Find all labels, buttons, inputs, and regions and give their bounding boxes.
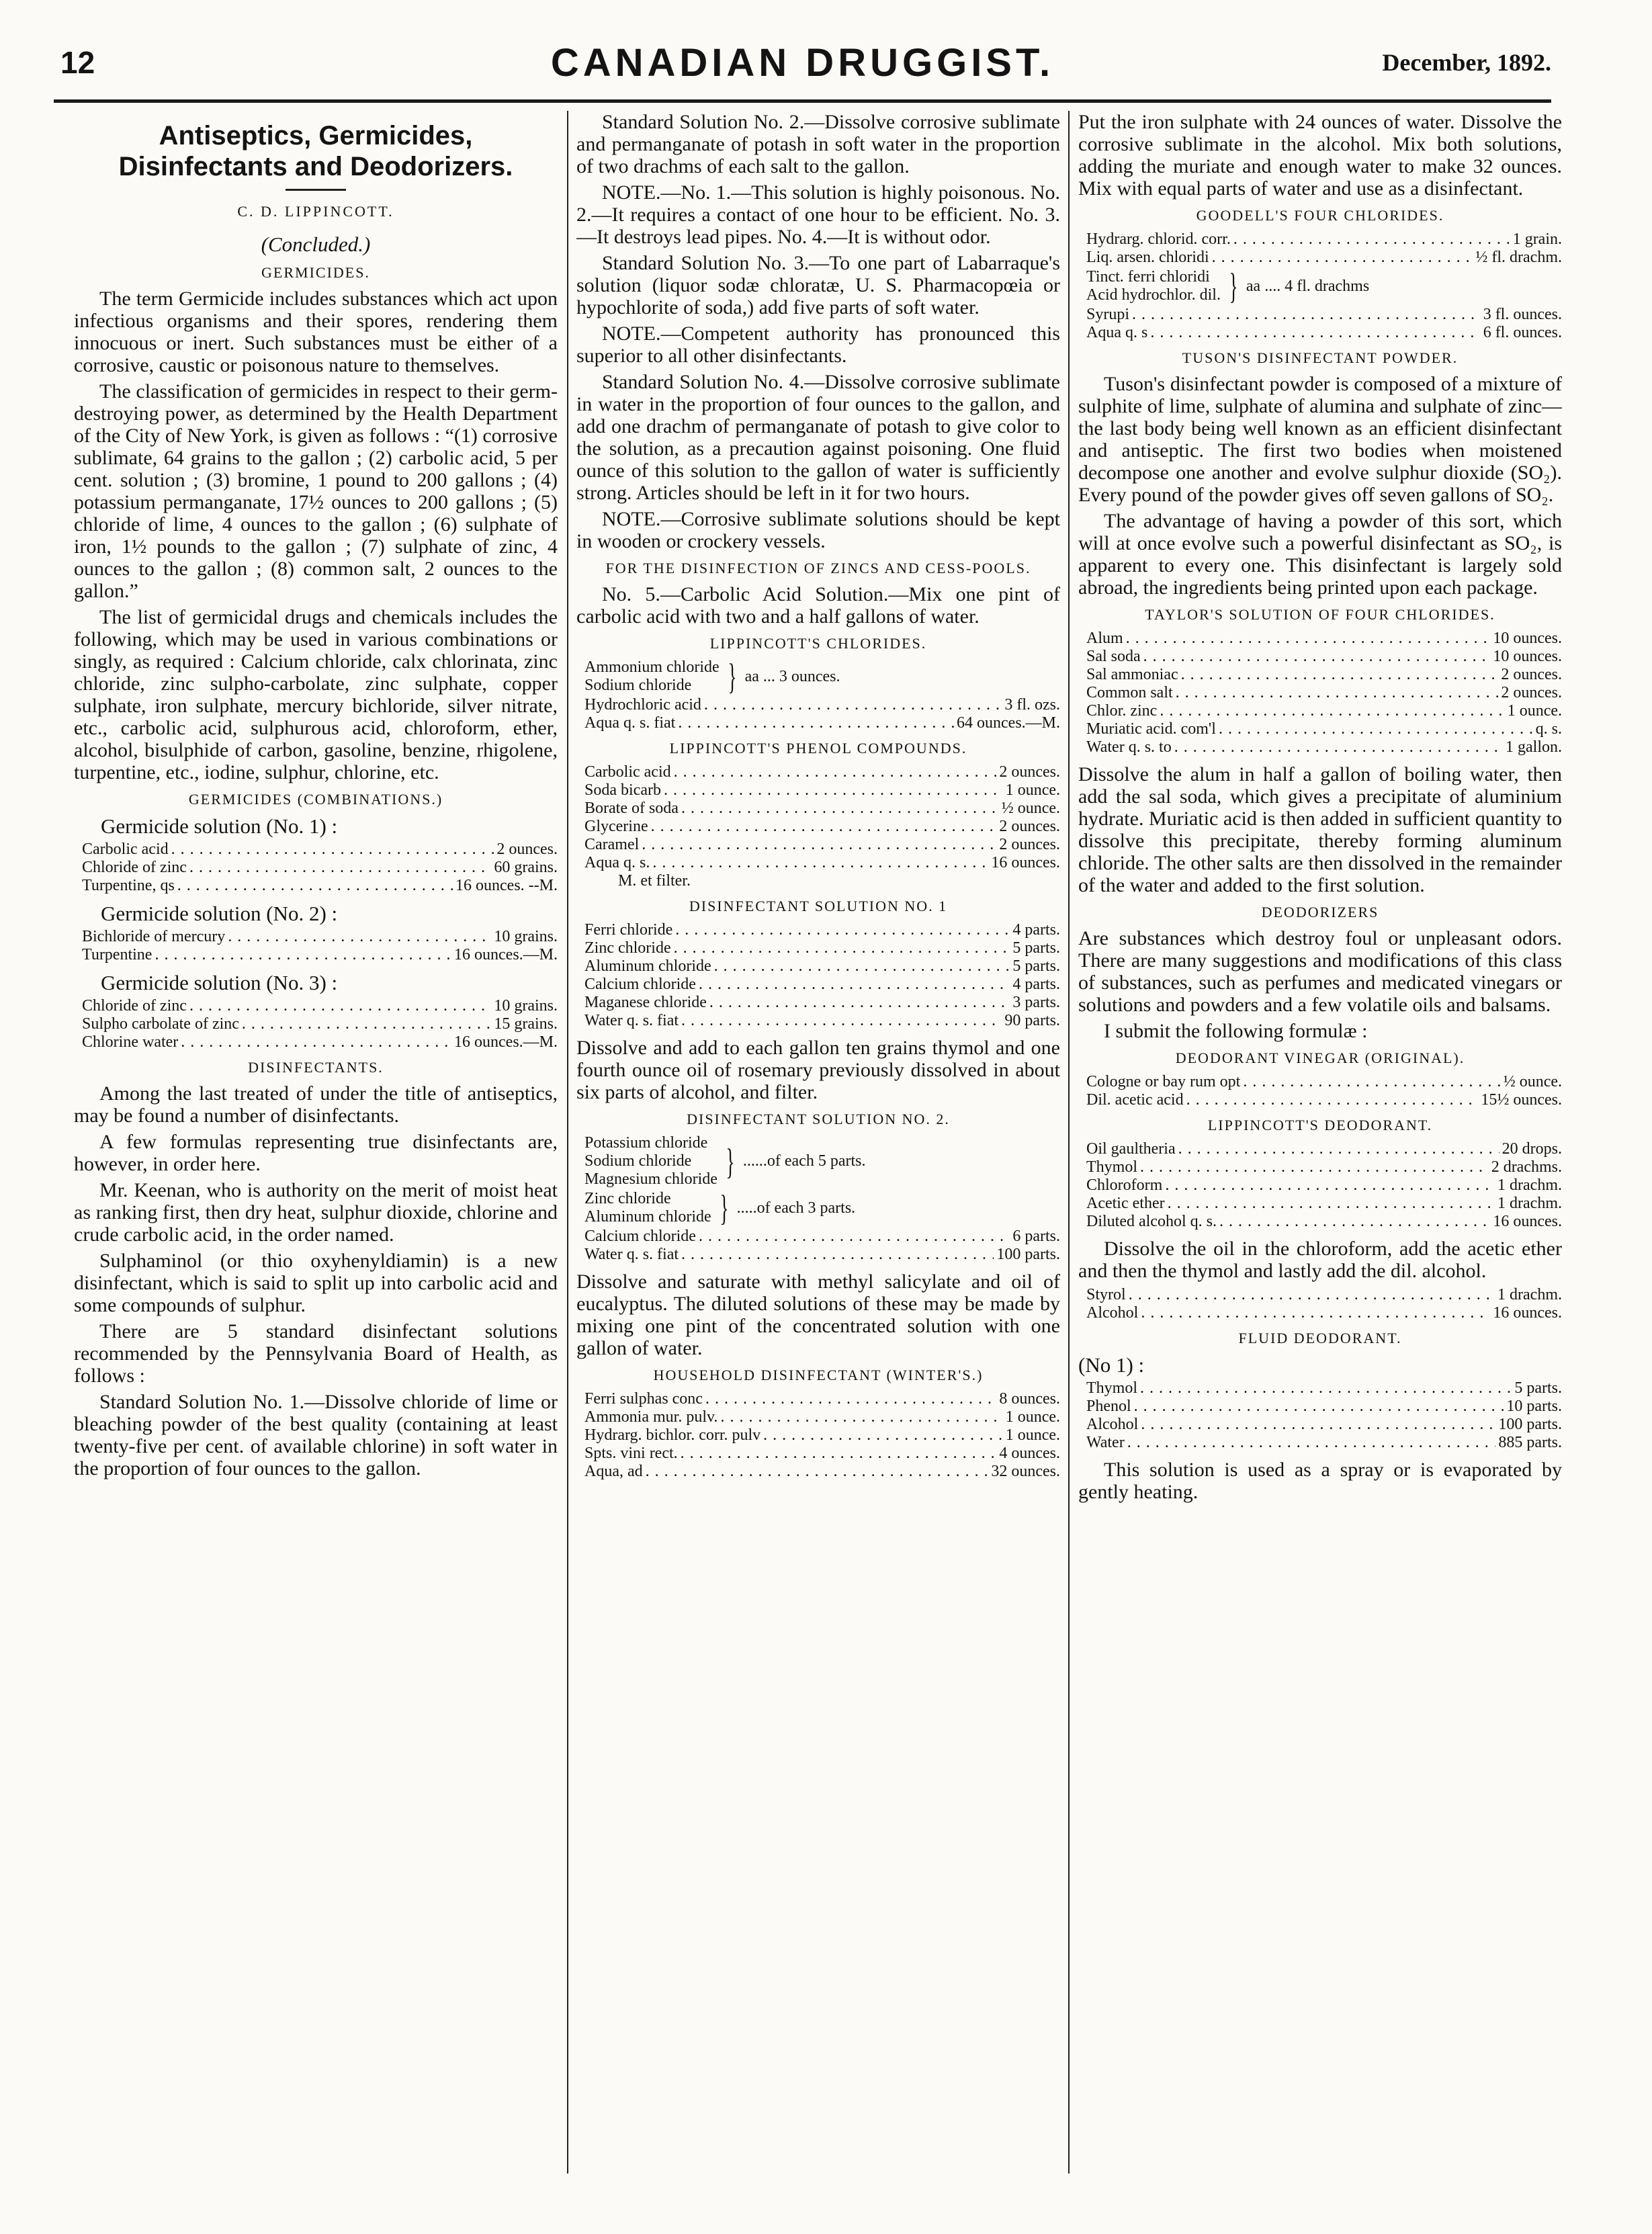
recipe-row <box>584 781 1060 800</box>
amount: 2 ounces. <box>496 841 558 858</box>
recipe-row <box>1086 630 1562 648</box>
ingredient: Common salt <box>1086 684 1173 701</box>
ingredient: Aqua q. s. <box>584 854 650 871</box>
ingredient: Sodium chloride <box>584 1152 692 1170</box>
recipe-row <box>1086 230 1562 249</box>
paragraph: Sulphaminol (or thio oxyhenyldiamin) is a new disinfectant, which is said to split up into carbolic acid and some compounds of sulphur. <box>74 1250 558 1316</box>
ingredient: Thymol <box>1086 1158 1137 1176</box>
amount: 10 parts. <box>1506 1398 1562 1415</box>
recipe-heading: LIPPINCOTT'S DEODORANT. <box>1207 1117 1433 1133</box>
ingredient: Ammonia mur. pulv. <box>584 1408 718 1426</box>
amount: 64 ounces.—M. <box>957 714 1060 732</box>
recipe-row <box>82 928 558 946</box>
amount: 4 parts. <box>1012 921 1060 939</box>
amount: 3 fl. ozs. <box>1004 696 1060 714</box>
paragraph: Dissolve and add to each gallon ten grains thymol and one fourth ounce oil of rosemary previously dissolved in about six parts of alcohol, and filter. <box>576 1037 1060 1103</box>
amount: 16 ounces. <box>991 854 1060 871</box>
recipe-row <box>584 854 1060 872</box>
recipe-row <box>584 921 1060 939</box>
ingredient: Sulpho carbolate of zinc <box>82 1015 239 1033</box>
amount: 1 gallon. <box>1506 738 1562 756</box>
divider <box>286 189 346 191</box>
ingredient: Carbolic acid <box>82 841 169 858</box>
amount: 2 ounces. <box>999 763 1060 781</box>
article-title: Antiseptics, Germicides, Disinfectants and Deodorizers. <box>118 121 513 181</box>
paragraph: Are substances which destroy foul or unpleasant odors. There are many suggestions and modifications of this class of substances, such as perfumes and medicated vinegars or solutions and powders and a few volatile oils and balsams. <box>1078 927 1562 1016</box>
ingredient: Aqua q. s. fiat <box>584 714 676 732</box>
ingredient: Hydrarg. chlorid. corr. <box>1086 230 1231 248</box>
ingredient: Calcium chloride <box>584 1228 696 1245</box>
amount: 60 grains. <box>494 859 558 876</box>
recipe-heading: LIPPINCOTT'S CHLORIDES. <box>709 635 927 652</box>
amount: 10 ounces. <box>1493 648 1562 665</box>
ingredient: Turpentine, qs <box>82 877 175 894</box>
ingredient: Alcohol <box>1086 1416 1139 1433</box>
amount: 16 ounces. --M. <box>455 877 558 894</box>
amount: ......of each 5 parts. <box>742 1152 866 1170</box>
recipe-row <box>584 800 1060 818</box>
paragraph: Mr. Keenan, who is authority on the merit of moist heat as ranking first, then dry heat, sulphur dioxide, chlorine and crude carbolic acid, in the order named. <box>74 1179 558 1246</box>
ingredient: Zinc chloride <box>584 1190 671 1207</box>
ingredient: Ferri chloride <box>584 921 673 939</box>
ingredient: Muriatic acid. com'l <box>1086 720 1216 738</box>
paragraph: NOTE.—No. 1.—This solution is highly poisonous. No. 2.—It requires a contact of one hour to be efficient. No. 3.—It destroys lead pipes. No. 4.—It is without odor. <box>576 181 1060 248</box>
recipe-row <box>82 841 558 859</box>
paragraph: Put the iron sulphate with 24 ounces of water. Dissolve the corrosive sublimate in the alcohol. Mix both solutions, adding the muriate and enough water to make 32 ounces. Mix with equal parts of water and use as a disinfectant. <box>1078 111 1562 200</box>
recipe-heading: HOUSEHOLD DISINFECTANT (WINTER'S.) <box>653 1367 984 1383</box>
recipe-row <box>1086 1213 1562 1231</box>
paragraph: Tuson's disinfectant powder is composed of a mixture of sulphite of lime, sulphate of alumina and sulphate of zinc—the last body being well known as an efficient disinfectant and antiseptic. The first two bodies when moistened decompose one another and evolve sulphur dioxide (SO₂). Every pound of the powder gives off seven gallons of SO₂. <box>1078 373 1562 506</box>
ingredient: Ammonium chloride <box>584 658 720 676</box>
recipe-row <box>584 1463 1060 1481</box>
recipe-germicide-2 <box>82 928 558 964</box>
paragraph: Dissolve the alum in half a gallon of boiling water, then add the sal soda, which gives a precipitate of aluminium hydrate. Muriatic acid is then added in sufficient quantity to dissolve this precipitate, thereby forming aluminum chloride. The other salts are then dissolved in the remainder of the water and added to the first solution. <box>1078 763 1562 896</box>
recipe-row <box>1086 1158 1562 1176</box>
ingredient: Turpentine <box>82 946 153 963</box>
ingredient: Potassium chloride <box>584 1134 708 1152</box>
ingredient: Acid hydrochlor. dil. <box>1086 286 1221 304</box>
recipe-row <box>584 957 1060 976</box>
section-heading: DISINFECTANTS. <box>248 1059 384 1076</box>
paragraph: The term Germicide includes substances which act upon infectious organisms and their spores, rendering them innocuous or inert. Such substances must be either of a corrosive, caustic or poisonous nature to themselves. <box>74 288 558 376</box>
ingredient: Chlor. zinc <box>1086 702 1158 720</box>
amount: 1 ounce. <box>1005 781 1060 799</box>
ingredient: Tinct. ferri chloridi <box>1086 268 1210 286</box>
amount: 32 ounces. <box>991 1463 1060 1480</box>
amount: 16 ounces. <box>1493 1213 1562 1230</box>
article-author: C. D. LIPPINCOTT. <box>237 203 394 220</box>
paragraph: There are 5 standard disinfectant solutions recommended by the Pennsylvania Board of Health, as follows : <box>74 1320 558 1387</box>
amount: 6 fl. ounces. <box>1483 324 1562 341</box>
amount: 10 grains. <box>494 997 558 1015</box>
ingredient: Cologne or bay rum opt <box>1086 1073 1241 1090</box>
amount: .....of each 3 parts. <box>736 1199 856 1217</box>
recipe-heading: DISINFECTANT SOLUTION NO. 2. <box>687 1111 950 1127</box>
brace: } <box>728 656 737 697</box>
recipe-heading: DEODORANT VINEGAR (ORIGINAL). <box>1175 1049 1465 1066</box>
ingredient: Hydrarg. bichlor. corr. pulv <box>584 1426 761 1444</box>
ingredient: Aluminum chloride <box>584 1208 711 1226</box>
amount: 4 parts. <box>1012 976 1060 993</box>
recipe-row <box>82 1033 558 1051</box>
recipe-fluid-deodorant <box>1086 1379 1562 1452</box>
amount: ½ ounce. <box>1503 1073 1562 1090</box>
paragraph: The classification of germicides in respect to their germ-destroying power, as determined by the Health Department of the City of New York, is given as follows : “(1) corrosive sublimate, 64 grains to the gallon ; (2) carbolic acid, 5 per cent. solution ; (3) bromine, 1 pound to 200 gallons ; (4) potassium permanganate, 17½ ounces to 200 gallons ; (5) chloride of lime, 4 ounces to the gallon ; (6) sulphate of iron, 1½ pounds to the gallon ; (7) sulphate of zinc, 4 ounces to the gallon ; (8) common salt, 2 ounces to the gallon.” <box>74 380 558 602</box>
ingredient: Aqua q. s <box>1086 324 1148 341</box>
amount: 16 ounces. <box>1493 1304 1562 1322</box>
ingredient: Water q. s. to <box>1086 738 1172 756</box>
ingredient: Carbolic acid <box>584 763 671 781</box>
paragraph: Standard Solution No. 1.—Dissolve chloride of lime or bleaching powder of the best quality (containing at least twenty-five per cent. of available chlorine) in soft water in the proportion of four ounces to the gallon. <box>74 1391 558 1479</box>
recipe-heading: LIPPINCOTT'S PHENOL COMPOUNDS. <box>669 740 967 757</box>
recipe-row <box>584 763 1060 781</box>
recipe-row <box>584 939 1060 957</box>
recipe-row <box>82 877 558 895</box>
paragraph: I submit the following formulæ : <box>1104 1020 1368 1042</box>
ingredient: Acetic ether <box>1086 1195 1165 1212</box>
amount: 5 parts. <box>1012 957 1060 975</box>
recipe-row <box>1086 1398 1562 1416</box>
amount: 3 parts. <box>1012 994 1060 1011</box>
paragraph: Standard Solution No. 4.—Dissolve corrosive sublimate in water in the proportion of four ounces to the gallon, and add one drachm of permanganate of potash to give color to the solution, as a precaution against poisoning. One fluid ounce of this solution to the gallon of water is sufficiently strong. Articles should be left in it for two hours. <box>576 371 1060 504</box>
formula-title: Germicide solution (No. 1) : <box>101 814 338 838</box>
ingredient: Bichloride of mercury <box>82 928 226 945</box>
recipe-disinfectant-2 <box>584 1134 1060 1264</box>
amount: ½ fl. drachm. <box>1475 249 1562 266</box>
ingredient: Hydrochloric acid <box>584 696 701 714</box>
ingredient: Dil. acetic acid <box>1086 1091 1184 1109</box>
recipe-row <box>584 1426 1060 1445</box>
recipe-row <box>1086 1140 1562 1158</box>
column-rule <box>1068 111 1070 2174</box>
amount: 2 ounces. <box>1501 684 1562 701</box>
recipe-row <box>584 1390 1060 1408</box>
ingredient: Magnesium chloride <box>584 1170 718 1188</box>
amount: 1 drachm. <box>1497 1286 1562 1303</box>
amount: 1 drachm. <box>1497 1176 1562 1194</box>
recipe-note: M. et filter. <box>618 872 691 890</box>
recipe-row <box>82 859 558 877</box>
recipe-germicide-1 <box>82 841 558 895</box>
recipe-row <box>584 1408 1060 1426</box>
amount: 885 parts. <box>1498 1434 1562 1451</box>
recipe-row <box>584 818 1060 836</box>
recipe-row <box>1086 1379 1562 1398</box>
recipe-deodorant-vinegar <box>1086 1073 1562 1109</box>
paragraph: Dissolve the oil in the chloroform, add the acetic ether and then the thymol and lastly add the dil. alcohol. <box>1078 1238 1562 1282</box>
ingredient: Sal soda <box>1086 648 1141 665</box>
ingredient: Alcohol <box>1086 1304 1139 1322</box>
recipe-row <box>1086 738 1562 757</box>
recipe-lippincott-chlorides <box>584 658 1060 732</box>
recipe-row <box>82 997 558 1015</box>
recipe-row <box>1086 666 1562 684</box>
column-1 <box>74 111 558 2194</box>
ingredient: Chloride of zinc <box>82 859 187 876</box>
ingredient: Thymol <box>1086 1379 1137 1397</box>
recipe-heading: TAYLOR'S SOLUTION OF FOUR CHLORIDES. <box>1145 606 1495 623</box>
paragraph: The advantage of having a powder of this sort, which will at once evolve such a powerful disinfectant as SO₂, is apparent to every one. This disinfectant is largely sold abroad, the ingredients being printed upon each package. <box>1078 510 1562 599</box>
recipe-phenol-compounds <box>584 763 1060 890</box>
ingredient: Zinc chloride <box>584 939 671 957</box>
amount: aa ... 3 ounces. <box>744 667 840 685</box>
grouped-ingredients <box>584 1134 1060 1189</box>
amount: 10 grains. <box>494 928 558 945</box>
amount: 5 parts. <box>1012 939 1060 957</box>
paragraph: NOTE.—Competent authority has pronounced this superior to all other disinfectants. <box>576 323 1060 367</box>
amount: 2 ounces. <box>999 818 1060 835</box>
recipe-row <box>1086 1416 1562 1434</box>
paragraph: Dissolve and saturate with methyl salicylate and oil of eucalyptus. The diluted solutions of these may be made by mixing one pint of the concentrated solution with one gallon of water. <box>576 1271 1060 1359</box>
amount: 4 ounces. <box>999 1445 1060 1462</box>
recipe-row <box>1086 1176 1562 1195</box>
ingredient: Maganese chloride <box>584 994 707 1011</box>
recipe-row <box>584 1228 1060 1246</box>
amount: 15½ ounces. <box>1481 1091 1562 1109</box>
paragraph: This solution is used as a spray or is evaporated by gently heating. <box>1078 1459 1562 1503</box>
recipe-row <box>1086 1195 1562 1213</box>
recipe-row <box>1086 324 1562 342</box>
brace: } <box>1229 266 1238 306</box>
recipe-row <box>1086 1304 1562 1322</box>
amount: 1 ounce. <box>1005 1408 1060 1426</box>
amount: 90 parts. <box>1004 1012 1060 1029</box>
amount: aa .... 4 fl. drachms <box>1246 277 1370 295</box>
recipe-heading: FLUID DEODORANT. <box>1238 1330 1402 1346</box>
ingredient: Diluted alcohol q. s. <box>1086 1213 1217 1230</box>
amount: 100 parts. <box>1498 1416 1562 1433</box>
brace: } <box>720 1188 729 1228</box>
ingredient: Caramel <box>584 836 640 853</box>
recipe-row <box>1086 1091 1562 1109</box>
recipe-row <box>82 1015 558 1033</box>
page-header <box>54 39 1551 103</box>
grouped-ingredients <box>584 658 1060 695</box>
recipe-row <box>1086 1073 1562 1091</box>
ingredient: Aqua, ad <box>584 1463 643 1480</box>
column-rule <box>567 111 568 2174</box>
recipe-taylor-chlorides <box>1086 630 1562 757</box>
recipe-heading: GOODELL'S FOUR CHLORIDES. <box>1196 207 1444 224</box>
recipe-row <box>1086 648 1562 666</box>
amount: 16 ounces.—M. <box>454 1033 558 1051</box>
ingredient: Ferri sulphas conc <box>584 1390 703 1408</box>
ingredient: Chloroform <box>1086 1176 1163 1194</box>
ingredient: Glycerine <box>584 818 648 835</box>
ingredient: Oil gaultheria <box>1086 1140 1176 1158</box>
recipe-germicide-3 <box>82 997 558 1051</box>
grouped-ingredients <box>1086 268 1562 304</box>
recipe-styrol <box>1086 1286 1562 1322</box>
ingredient: Spts. vini rect. <box>584 1445 678 1462</box>
amount: 2 ounces. <box>1501 666 1562 683</box>
section-heading: GERMICIDES (COMBINATIONS.) <box>188 791 443 808</box>
amount: 20 drops. <box>1502 1140 1562 1158</box>
paragraph: Standard Solution No. 3.—To one part of Labarraque's solution (liquor sodæ chloratæ, U. S. Pharmacopœia or hypochlorite of soda,) add five parts of soft water. <box>576 252 1060 318</box>
paragraph: No. 5.—Carbolic Acid Solution.—Mix one pint of carbolic acid with two and a half gallons of water. <box>576 583 1060 628</box>
amount: 3 fl. ounces. <box>1483 306 1562 323</box>
recipe-row <box>82 946 558 964</box>
amount: 100 parts. <box>996 1246 1060 1263</box>
section-heading: GERMICIDES. <box>261 264 370 281</box>
ingredient: Borate of soda <box>584 800 679 817</box>
ingredient: Syrupi <box>1086 306 1130 323</box>
ingredient: Water q. s. fiat <box>584 1012 679 1029</box>
recipe-row <box>1086 1434 1562 1452</box>
ingredient: Alum <box>1086 630 1123 647</box>
amount: q. s. <box>1535 720 1562 738</box>
amount: 2 ounces. <box>999 836 1060 853</box>
paragraph: Standard Solution No. 2.—Dissolve corrosive sublimate and permanganate of potash in soft water in the proportion of two drachms of each salt to the gallon. <box>576 111 1060 177</box>
ingredient: Calcium chloride <box>584 976 696 993</box>
ingredient: Chlorine water <box>82 1033 179 1051</box>
amount: 1 ounce. <box>1507 702 1562 720</box>
recipe-disinfectant-1 <box>584 921 1060 1030</box>
journal-title: CANADIAN DRUGGIST. <box>550 41 1055 85</box>
recipe-goodell-chlorides <box>1086 230 1562 342</box>
formula-title: (No 1) : <box>1078 1353 1145 1377</box>
ingredient: Aluminum chloride <box>584 957 711 975</box>
paragraph: A few formulas representing true disinfectants are, however, in order here. <box>74 1131 558 1175</box>
amount: ½ ounce. <box>1001 800 1060 817</box>
amount: 10 ounces. <box>1493 630 1562 647</box>
ingredient: Sal ammoniac <box>1086 666 1178 683</box>
recipe-row <box>1086 1286 1562 1304</box>
amount: 1 drachm. <box>1497 1195 1562 1212</box>
ingredient: Soda bicarb <box>584 781 661 799</box>
recipe-row <box>1086 702 1562 720</box>
ingredient: Phenol <box>1086 1398 1131 1415</box>
paragraph: Among the last treated of under the title of antiseptics, may be found a number of disinfectants. <box>74 1082 558 1127</box>
amount: 1 grain. <box>1512 230 1562 248</box>
amount: 1 ounce. <box>1005 1426 1060 1444</box>
ingredient: Water q. s. fiat <box>584 1246 679 1263</box>
paragraph: NOTE.—Corrosive sublimate solutions should be kept in wooden or crockery vessels. <box>576 508 1060 552</box>
ingredient: Styrol <box>1086 1286 1126 1303</box>
recipe-row <box>1086 720 1562 738</box>
recipe-household-disinfectant <box>584 1390 1060 1481</box>
amount: 15 grains. <box>494 1015 558 1033</box>
brace: } <box>726 1141 735 1182</box>
ingredient: Liq. arsen. chloridi <box>1086 249 1209 266</box>
recipe-row <box>584 714 1060 732</box>
recipe-row <box>584 1445 1060 1463</box>
ingredient: Chloride of zinc <box>82 997 187 1015</box>
section-heading: TUSON'S DISINFECTANT POWDER. <box>1182 349 1459 366</box>
amount: 8 ounces. <box>999 1390 1060 1408</box>
amount: 6 parts. <box>1012 1228 1060 1245</box>
recipe-row <box>584 1246 1060 1264</box>
formula-title: Germicide solution (No. 3) : <box>101 971 338 994</box>
formula-title: Germicide solution (No. 2) : <box>101 902 338 925</box>
recipe-row <box>584 976 1060 994</box>
amount: 16 ounces.—M. <box>454 946 558 963</box>
recipe-row <box>584 836 1060 854</box>
concluded-note: (Concluded.) <box>261 232 371 256</box>
paragraph: The list of germicidal drugs and chemicals includes the following, which may be used in various combinations or singly, as required : Calcium chloride, calx chlorinata, zinc chloride, zinc sulpho-carbolate, zinc sulphate, copper sulphate, iron sulphate, mercury bichloride, silver nitrate, etc., carbolic acid, sulphurous acid, chloroform, ether, alcohol, bisulphide of carbon, gasoline, benzine, rhigolene, turpentine, etc., iodine, sulphur, chlorine, etc. <box>74 606 558 783</box>
recipe-heading: DISINFECTANT SOLUTION NO. 1 <box>689 898 948 914</box>
column-2 <box>576 111 1060 2194</box>
recipe-row <box>584 1012 1060 1030</box>
ingredient: Water <box>1086 1434 1125 1451</box>
recipe-row <box>1086 684 1562 702</box>
recipe-row <box>584 696 1060 714</box>
section-heading: DEODORIZERS <box>1261 904 1379 920</box>
grouped-ingredients <box>584 1190 1060 1226</box>
ingredient: Sodium chloride <box>584 677 692 694</box>
amount: 2 drachms. <box>1491 1158 1562 1176</box>
amount: 5 parts. <box>1514 1379 1562 1397</box>
issue-date: December, 1892. <box>1382 49 1551 76</box>
page-number: 12 <box>60 45 95 80</box>
column-3 <box>1078 111 1562 2194</box>
section-heading: FOR THE DISINFECTION OF ZINCS AND CESS-POOLS. <box>605 560 1031 576</box>
recipe-lippincott-deodorant <box>1086 1140 1562 1231</box>
recipe-row <box>1086 306 1562 324</box>
recipe-row <box>1086 249 1562 267</box>
recipe-row <box>584 994 1060 1012</box>
